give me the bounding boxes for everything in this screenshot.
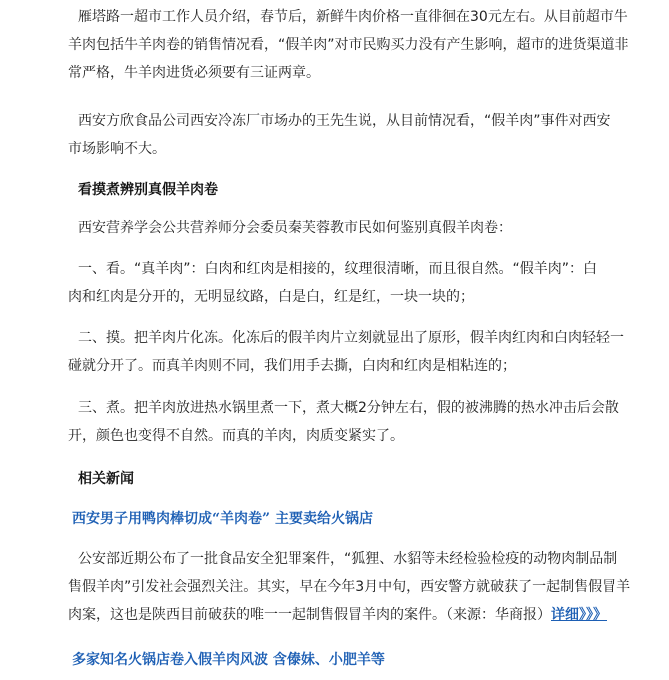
paragraph-4-line-1: 一、看。“真羊肉”：白肉和红肉是相接的，纹理很清晰，而且很自然。“假羊肉”：白 (78, 261, 598, 277)
related-news-link-2[interactable]: 多家知名火锅店卷入假羊肉风波 含傣妹、小肥羊等 (72, 652, 385, 668)
paragraph-2-line-2: 市场影响不大。 (68, 141, 166, 157)
section-heading: 看摸煮辨别真假羊肉卷 (78, 182, 218, 198)
paragraph-3: 西安营养学会公共营养师分会委员秦芙蓉教市民如何鉴别真假羊肉卷： (78, 220, 512, 236)
paragraph-2-line-1: 西安方欣食品公司西安冷冻厂市场办的王先生说，从目前情况看，“假羊肉”事件对西安 (78, 113, 611, 129)
related-news-link-1[interactable]: 西安男子用鸭肉棒切成“羊肉卷” 主要卖给火锅店 (72, 511, 373, 527)
paragraph-6-line-2: 开，颜色也变得不自然。而真的羊肉，肉质变紧实了。 (68, 428, 404, 444)
related-summary-text: 肉案，这也是陕西目前破获的唯一一起制售假冒羊肉的案件。（来源：华商报） (68, 607, 551, 623)
paragraph-1-line-3: 常严格，牛羊肉进货必须要有三证两章。 (68, 65, 320, 81)
paragraph-5-line-2: 碰就分开了。而真羊肉则不同，我们用手去撕，白肉和红肉是相粘连的； (68, 358, 516, 374)
related-summary-line-1: 公安部近期公布了一批食品安全犯罪案件，“狐狸、水貂等未经检验检疫的动物肉制品制 (78, 551, 618, 567)
paragraph-4-line-2: 肉和红肉是分开的，无明显纹路，白是白，红是红，一块一块的； (68, 289, 474, 305)
paragraph-6-line-1: 三、煮。把羊肉放进热水锅里煮一下，煮大概2分钟左右，假的被沸腾的热水冲击后会散 (78, 400, 619, 416)
related-news-heading: 相关新闻 (78, 471, 134, 487)
paragraph-1-line-2: 羊肉包括牛羊肉卷的销售情况看，“假羊肉”对市民购买力没有产生影响，超市的进货渠道非 (68, 37, 629, 53)
related-summary-line-2: 售假羊肉”引发社会强烈关注。其实，早在今年3月中旬，西安警方就破获了一起制售假冒羊 (68, 579, 631, 595)
paragraph-5-line-1: 二、摸。把羊肉片化冻。化冻后的假羊肉片立刻就显出了原形，假羊肉红肉和白肉轻轻一 (78, 330, 624, 346)
related-summary-line-3 (68, 602, 607, 629)
detail-link[interactable]: 详细》》》 (551, 607, 607, 623)
paragraph-1-line-1: 雁塔路一超市工作人员介绍，春节后，新鲜牛肉价格一直徘徊在30元左右。从目前超市牛 (78, 9, 628, 25)
